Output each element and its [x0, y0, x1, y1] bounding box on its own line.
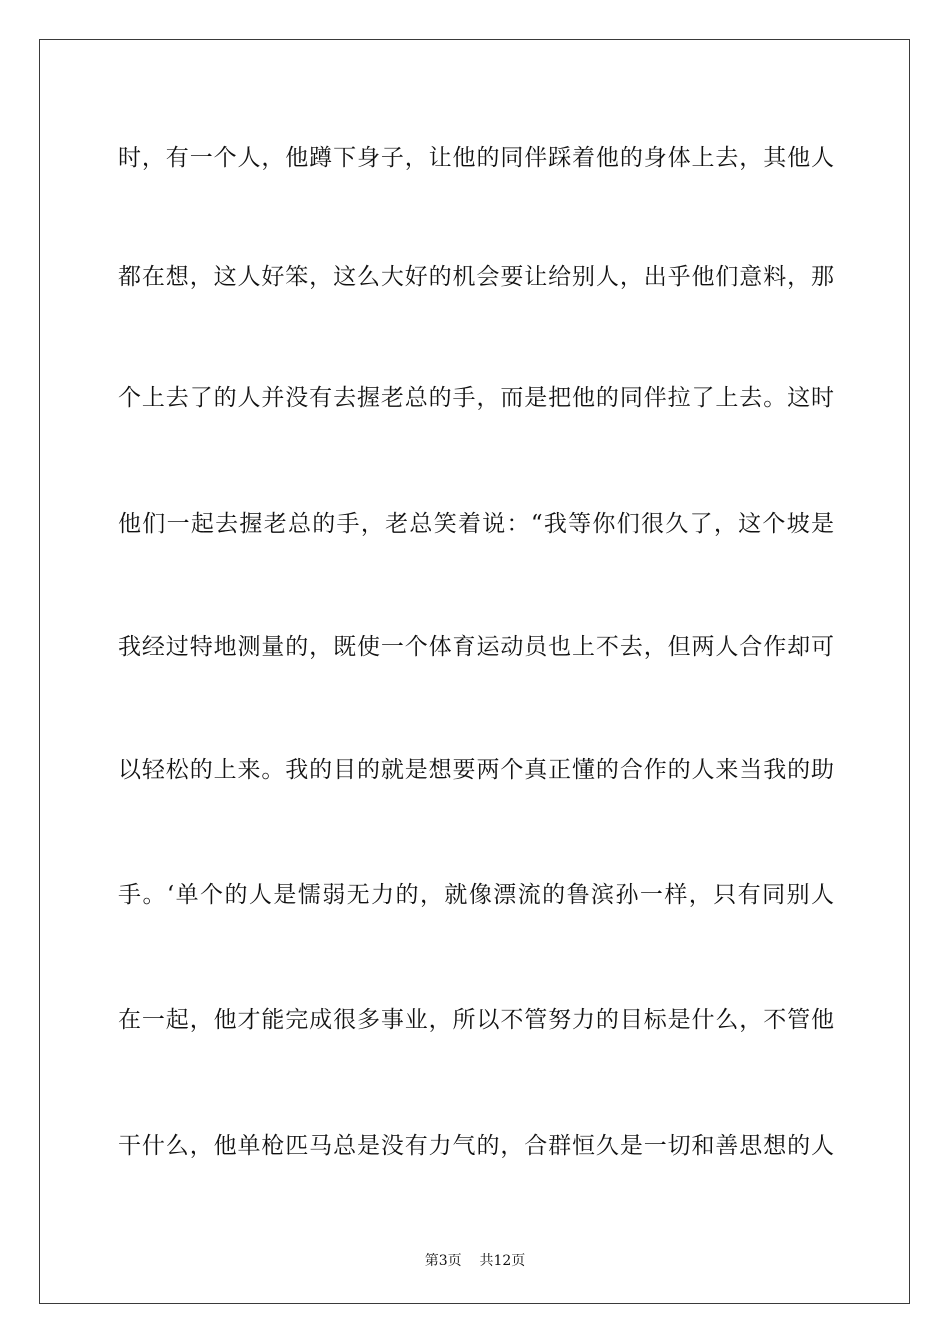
page-number-footer: 第3页 共12页 — [424, 1253, 526, 1269]
body-line-5: 我经过特地测量的，既使一个体育运动员也上不去，但两人合作却可 — [118, 634, 834, 660]
body-line-6: 以轻松的上来。我的目的就是想要两个真正懂的合作的人来当我的助 — [118, 757, 834, 783]
body-line-4: 他们一起去握老总的手，老总笑着说：“我等你们很久了，这个坡是 — [118, 511, 834, 537]
body-line-7: 手。‘单个的人是懦弱无力的，就像漂流的鲁滨孙一样，只有同别人 — [118, 882, 834, 908]
body-line-9: 干什么，他单枪匹马总是没有力气的，合群恒久是一切和善思想的人 — [118, 1133, 834, 1159]
body-line-1: 时，有一个人，他蹲下身子，让他的同伴踩着他的身体上去，其他人 — [118, 145, 834, 171]
page-border — [39, 39, 910, 1304]
body-line-2: 都在想，这人好笨，这么大好的机会要让给别人，出乎他们意料，那 — [118, 264, 834, 290]
body-line-3: 个上去了的人并没有去握老总的手，而是把他的同伴拉了上去。这时 — [118, 385, 834, 411]
body-line-8: 在一起，他才能完成很多事业，所以不管努力的目标是什么，不管他 — [118, 1007, 834, 1033]
